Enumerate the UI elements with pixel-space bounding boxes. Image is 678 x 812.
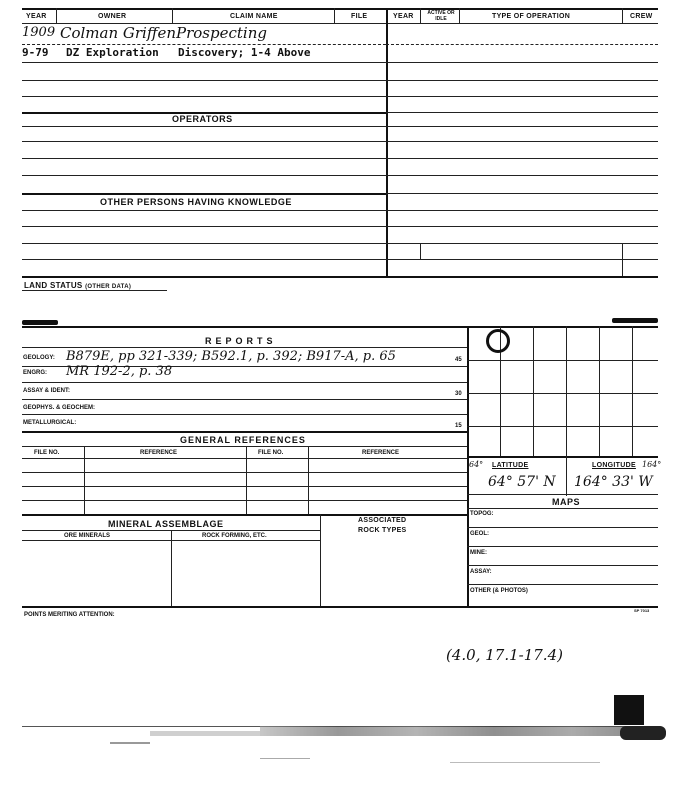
associated-label: ASSOCIATED xyxy=(358,517,407,524)
assay-label: ASSAY & IDENT: xyxy=(23,388,71,394)
longitude-suffix: 164° xyxy=(642,460,662,469)
maps-other: OTHER (& PHOTOS) xyxy=(470,588,528,594)
maps-geol: GEOL: xyxy=(470,531,489,537)
assay-num: 30 xyxy=(455,391,462,397)
maps-title: MAPS xyxy=(552,497,581,507)
owner-row-2-year: 9-79 xyxy=(22,46,49,59)
handwritten-annotation: (4.0, 17.1-17.4) xyxy=(446,646,563,664)
header-crew: CREW xyxy=(630,13,653,20)
maps-topog: TOPOG: xyxy=(470,511,494,517)
longitude-label: LONGITUDE xyxy=(592,462,636,469)
engrg-label: ENGRG: xyxy=(23,370,47,376)
geology-num: 45 xyxy=(455,357,462,363)
mineral-assemblage-title: MINERAL ASSEMBLAGE xyxy=(108,519,224,529)
header-claim-name: CLAIM NAME xyxy=(230,13,278,20)
maps-assay: ASSAY: xyxy=(470,569,492,575)
owner-row-2-owner: DZ Exploration xyxy=(66,46,159,59)
points-meriting-attention-label: POINTS MERITING ATTENTION: xyxy=(24,612,115,618)
latitude-value: 64° 57' N xyxy=(488,474,556,490)
owner-row-1-owner: Colman Griffen xyxy=(60,24,177,42)
form-number: SP 7013 xyxy=(634,608,650,613)
metallurgical-num: 15 xyxy=(455,423,462,429)
gr-reference: REFERENCE xyxy=(140,450,178,456)
maps-mine: MINE: xyxy=(470,550,487,556)
gr-file-no-2: FILE NO. xyxy=(258,450,284,456)
latitude-label: LATITUDE xyxy=(492,462,529,469)
other-persons-label: OTHER PERSONS HAVING KNOWLEDGE xyxy=(100,197,292,207)
latitude-prefix: 64° xyxy=(469,460,484,469)
header-file: FILE xyxy=(351,13,368,20)
rock-types-label: ROCK TYPES xyxy=(358,527,407,534)
geophys-label: GEOPHYS. & GEOCHEM: xyxy=(23,405,96,411)
geology-label: GEOLOGY: xyxy=(23,355,55,361)
general-references-title: GENERAL REFERENCES xyxy=(180,435,306,445)
gr-file-no: FILE NO. xyxy=(34,450,60,456)
header-type-of-operation: TYPE OF OPERATION xyxy=(492,13,571,20)
owner-row-1-claim: Prospecting xyxy=(176,24,267,42)
header-active-or-idle: ACTIVE OR IDLE xyxy=(427,10,455,22)
longitude-value: 164° 33' W xyxy=(574,474,653,490)
grid-circle-mark xyxy=(486,329,510,353)
owner-row-2-claim: Discovery; 1-4 Above xyxy=(178,46,311,59)
header-year: YEAR xyxy=(26,13,47,20)
ore-minerals-label: ORE MINERALS xyxy=(64,533,111,539)
reports-title: REPORTS xyxy=(205,336,277,346)
operators-label: OPERATORS xyxy=(172,114,233,124)
engrg-value: MR 192-2, p. 38 xyxy=(66,364,173,379)
gr-reference-2: REFERENCE xyxy=(362,450,400,456)
metallurgical-label: METALLURGICAL: xyxy=(23,420,77,426)
land-status-label: LAND STATUS (OTHER DATA) xyxy=(24,281,132,290)
header-owner: OWNER xyxy=(98,13,127,20)
rock-forming-label: ROCK FORMING, ETC. xyxy=(202,533,267,539)
owner-row-1-year: 1909 xyxy=(22,25,56,40)
geology-value: B879E, pp 321-339; B592.1, p. 392; B917-A, p. 65 xyxy=(66,349,396,364)
header-year-2: YEAR xyxy=(393,13,414,20)
